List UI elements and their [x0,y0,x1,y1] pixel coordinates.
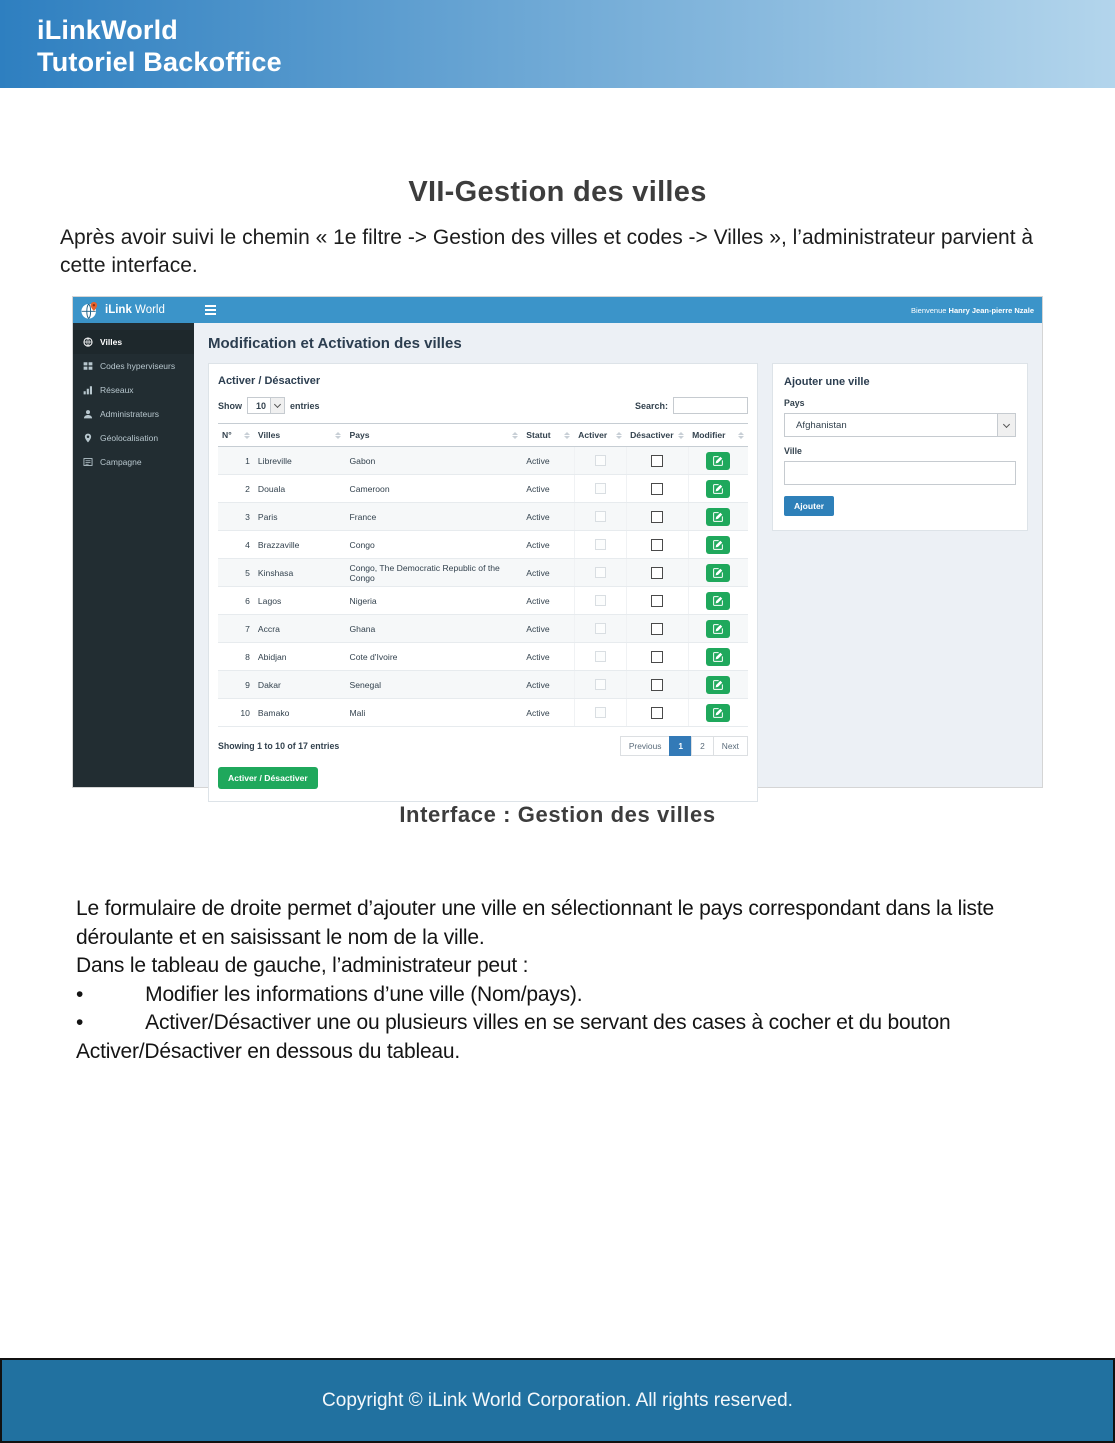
welcome-text[interactable]: Bienvenue Hanry Jean-pierre Nzale [911,305,1034,315]
cell-modifier [688,699,748,727]
ajouter-button[interactable]: Ajouter [784,496,834,516]
sidebar-item-reseaux[interactable] [73,378,194,402]
cell-pays: Cameroon [345,475,522,503]
table-row [218,643,748,671]
cities-table [218,423,748,727]
grid-icon [83,361,93,371]
cell-numero: 3 [218,503,254,531]
cell-ville: Accra [254,615,346,643]
modifier-button[interactable] [706,676,730,694]
edit-pencil-icon [713,568,723,578]
desactiver-checkbox[interactable] [651,511,663,523]
pagination [621,736,748,756]
ville-input[interactable] [784,461,1016,485]
cell-activer [574,615,626,643]
desactiver-checkbox[interactable] [651,539,663,551]
cell-statut: Active [522,699,574,727]
activer-desactiver-button[interactable]: Activer / Désactiver [218,767,318,789]
modifier-button[interactable] [706,592,730,610]
cell-desactiver [626,587,688,615]
cell-activer [574,475,626,503]
cell-desactiver [626,671,688,699]
activer-checkbox[interactable] [595,455,606,466]
cell-modifier [688,475,748,503]
cell-modifier [688,643,748,671]
sort-icon [512,432,518,439]
table-row [218,503,748,531]
page-heading: Modification et Activation des villes [208,335,462,352]
app-screenshot [72,296,1043,788]
bullet-marker: • [76,982,84,1006]
cell-modifier [688,559,748,587]
desactiver-checkbox[interactable] [651,651,663,663]
desactiver-checkbox[interactable] [651,567,663,579]
app-content [194,323,1042,787]
activer-checkbox[interactable] [595,539,606,550]
cell-desactiver [626,503,688,531]
activer-checkbox[interactable] [595,595,606,606]
cell-ville: Libreville [254,447,346,475]
cell-activer [574,447,626,475]
bullet-item-1: • Modifier les informations d’une ville (Nom/pays). [76,982,583,1006]
cell-modifier [688,503,748,531]
cell-modifier [688,447,748,475]
body-paragraph-2: Dans le tableau de gauche, l’administrateur peut : [76,954,529,977]
ville-label: Ville [784,446,802,456]
col-header-modifier[interactable]: Modifier [688,424,748,447]
cell-desactiver [626,447,688,475]
cell-statut: Active [522,447,574,475]
body-text [70,895,1060,1066]
cell-pays: Cote d'Ivoire [345,643,522,671]
modifier-button[interactable] [706,480,730,498]
pagination-page-1[interactable]: 1 [669,736,692,756]
modifier-button[interactable] [706,452,730,470]
activer-checkbox[interactable] [595,623,606,634]
bullet-marker: • [76,1011,84,1034]
add-panel-title: Ajouter une ville [784,376,870,388]
sidebar-item-campagne[interactable] [73,450,194,474]
app-sidebar [73,323,194,787]
table-header-row [218,424,748,447]
cell-activer [574,587,626,615]
cell-activer [574,643,626,671]
col-header-numero[interactable]: N° [218,424,254,447]
table-row [218,531,748,559]
doc-footer [0,1358,1115,1443]
col-header-villes[interactable]: Villes [254,424,346,447]
table-body [218,447,748,727]
cell-desactiver [626,699,688,727]
cell-activer [574,671,626,699]
page-length-select[interactable]: 10 [247,397,285,414]
add-city-panel [772,363,1028,531]
search-label: Search: [634,400,668,411]
doc-header [0,0,1115,88]
body-paragraph-1: Le formulaire de droite permet d’ajouter une ville en sélectionnant le pays correspondant dans la liste déroulante et en saisissant le nom de la ville. [76,897,994,949]
cell-statut: Active [522,475,574,503]
table-row [218,587,748,615]
modifier-button[interactable] [706,564,730,582]
cell-numero: 9 [218,671,254,699]
edit-pencil-icon [713,624,723,634]
cell-desactiver [626,615,688,643]
globe-pin-logo-icon [80,301,99,320]
pays-select[interactable]: Afghanistan [784,413,1016,437]
sort-icon [564,432,570,439]
app-logo[interactable] [73,297,194,323]
cell-desactiver [626,559,688,587]
cell-pays: Nigeria [345,587,522,615]
globe-icon [83,337,93,347]
cell-numero: 10 [218,699,254,727]
sort-icon [616,432,622,439]
edit-pencil-icon [713,652,723,662]
search-control [635,397,748,414]
pays-label: Pays [784,398,805,408]
chevron-down-icon [270,398,284,413]
activer-checkbox[interactable] [595,651,606,662]
page-length-control [218,397,320,414]
cell-statut: Active [522,615,574,643]
sort-icon [335,432,341,439]
modifier-button[interactable] [706,648,730,666]
sidebar-item-label: Villes [100,337,123,347]
cell-activer [574,699,626,727]
sidebar-item-codes-hyperviseurs[interactable] [73,354,194,378]
table-row [218,475,748,503]
cell-ville: Douala [254,475,346,503]
cell-activer [574,503,626,531]
cell-statut: Active [522,531,574,559]
table-row [218,447,748,475]
cell-desactiver [626,643,688,671]
signal-bars-icon [83,385,93,395]
cell-numero: 8 [218,643,254,671]
intro-paragraph: Après avoir suivi le chemin « 1e filtre -> Gestion des villes et codes -> Villes », l’administrateur parvient à cette interface. [60,226,1034,277]
cell-ville: Lagos [254,587,346,615]
cell-numero: 6 [218,587,254,615]
edit-pencil-icon [713,512,723,522]
entries-summary: Showing 1 to 10 of 17 entries [218,741,340,751]
edit-pencil-icon [713,596,723,606]
edit-pencil-icon [713,456,723,466]
cell-activer [574,559,626,587]
modifier-button[interactable] [706,620,730,638]
doc-header-subtitle: Tutoriel Backoffice [37,47,282,77]
sidebar-item-administrateurs[interactable] [73,402,194,426]
table-row [218,559,748,587]
sidebar-item-label: Codes hyperviseurs [100,361,176,371]
cell-ville: Dakar [254,671,346,699]
sidebar-item-label: Campagne [100,457,142,467]
sidebar-item-label: Administrateurs [100,409,160,419]
sidebar-item-label: Réseaux [100,385,134,395]
cell-pays: Ghana [345,615,522,643]
activer-checkbox[interactable] [595,483,606,494]
newspaper-icon [83,457,93,467]
entries-label: entries [290,400,320,411]
cell-numero: 2 [218,475,254,503]
activer-checkbox[interactable] [595,707,606,718]
desactiver-checkbox[interactable] [651,707,663,719]
cell-activer [574,531,626,559]
table-row [218,699,748,727]
cell-statut: Active [522,643,574,671]
desactiver-checkbox[interactable] [651,623,663,635]
search-input[interactable] [673,397,748,414]
edit-pencil-icon [713,540,723,550]
activer-checkbox[interactable] [595,511,606,522]
col-header-pays[interactable]: Pays [345,424,522,447]
cell-modifier [688,671,748,699]
cell-modifier [688,587,748,615]
doc-header-brand: iLinkWorld [37,15,178,45]
cell-desactiver [626,531,688,559]
activer-checkbox[interactable] [595,679,606,690]
app-brand: iLink World [105,304,165,316]
cell-pays: France [345,503,522,531]
table-row [218,615,748,643]
cell-modifier [688,615,748,643]
cell-modifier [688,531,748,559]
cell-numero: 1 [218,447,254,475]
pagination-previous[interactable]: Previous [620,736,671,756]
cell-pays: Gabon [345,447,522,475]
cell-statut: Active [522,671,574,699]
table-row [218,671,748,699]
chevron-down-icon [997,414,1015,436]
figure-caption: Interface : Gestion des villes [399,802,716,827]
cell-ville: Paris [254,503,346,531]
sort-icon [678,432,684,439]
activer-checkbox[interactable] [595,567,606,578]
cell-numero: 5 [218,559,254,587]
modifier-button[interactable] [706,704,730,722]
desactiver-checkbox[interactable] [651,679,663,691]
cell-statut: Active [522,587,574,615]
cell-numero: 4 [218,531,254,559]
col-header-statut[interactable]: Statut [522,424,574,447]
cell-statut: Active [522,559,574,587]
sidebar-item-geolocalisation[interactable] [73,426,194,450]
cell-pays: Congo [345,531,522,559]
sort-icon [244,432,250,439]
pagination-page-2[interactable]: 2 [691,736,714,756]
cell-ville: Abidjan [254,643,346,671]
edit-pencil-icon [713,484,723,494]
edit-pencil-icon [713,680,723,690]
sort-icon [738,432,744,439]
cell-pays: Congo, The Democratic Republic of the Congo [345,559,522,587]
cell-statut: Active [522,503,574,531]
cell-numero: 7 [218,615,254,643]
desactiver-checkbox[interactable] [651,483,663,495]
user-icon [83,409,93,419]
pagination-next[interactable]: Next [713,736,748,756]
hamburger-icon[interactable] [205,305,216,315]
desactiver-checkbox[interactable] [651,595,663,607]
show-label: Show [218,400,242,411]
cell-ville: Brazzaville [254,531,346,559]
cell-desactiver [626,475,688,503]
section-title: VII-Gestion des villes [408,176,707,208]
cities-table-panel [208,363,758,802]
copyright-text: Copyright © iLink World Corporation. All rights reserved. [322,1389,793,1411]
sidebar-item-villes[interactable] [73,330,194,354]
edit-pencil-icon [713,708,723,718]
cell-ville: Kinshasa [254,559,346,587]
panel-title: Activer / Désactiver [218,375,321,387]
cell-ville: Bamako [254,699,346,727]
cell-pays: Senegal [345,671,522,699]
app-navbar [194,297,1042,323]
cell-pays: Mali [345,699,522,727]
bullet-item-2: • Activer/Désactiver une ou plusieurs villes en se servant des cases à cocher et du bouton Activer/Désactiver en dessous du tableau. [76,1011,951,1063]
desactiver-checkbox[interactable] [651,455,663,467]
col-header-desactiver[interactable]: Désactiver [626,424,688,447]
col-header-activer[interactable]: Activer [574,424,626,447]
modifier-button[interactable] [706,536,730,554]
map-marker-icon [83,433,93,443]
modifier-button[interactable] [706,508,730,526]
sidebar-item-label: Géolocalisation [100,433,159,443]
